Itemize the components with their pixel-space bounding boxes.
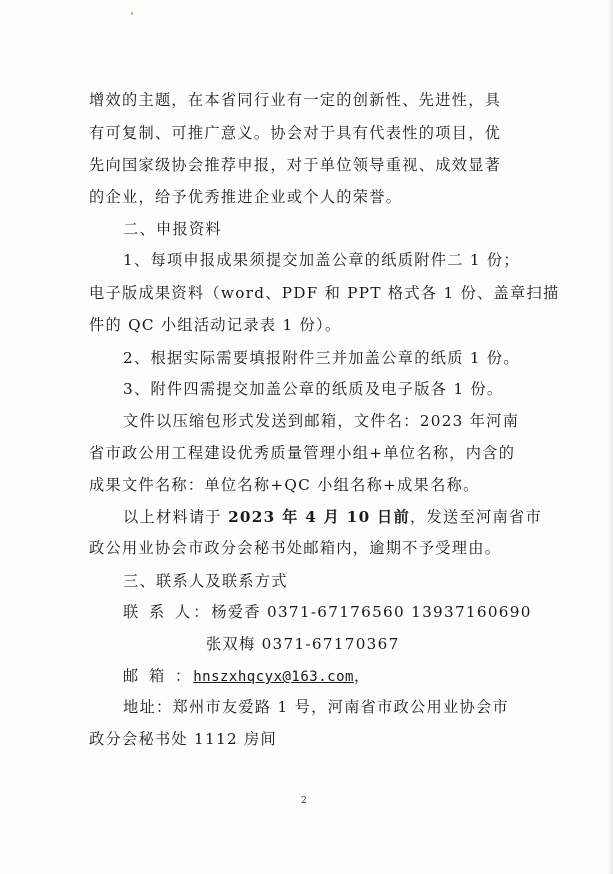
file-para-line-1: 文件以压缩包形式发送到邮箱，文件名：2023 年河南 bbox=[123, 412, 520, 430]
section-3-title: 三、联系人及联系方式 bbox=[123, 572, 288, 590]
item-2: 2、根据实际需要填报附件三并加盖公章的纸质 1 份。 bbox=[123, 349, 520, 367]
contact-person-1: 杨爱香 0371-67176560 13937160690 bbox=[211, 603, 532, 621]
scan-speck bbox=[131, 12, 133, 15]
email-label: 邮 箱 ： bbox=[123, 667, 194, 685]
item-3: 3、附件四需提交加盖公章的纸质及电子版各 1 份。 bbox=[123, 380, 504, 398]
section-2-title: 二、申报资料 bbox=[123, 220, 222, 238]
address-line-1: 地址：郑州市友爱路 1 号，河南省市政公用业协会市 bbox=[123, 698, 509, 716]
deadline-line-2: 政公用业协会市政分会秘书处邮箱内，逾期不予受理由。 bbox=[89, 539, 502, 557]
email-suffix: ， bbox=[353, 667, 371, 685]
para1-line-4: 的企业，给予优秀推进企业或个人的荣誉。 bbox=[89, 188, 403, 206]
page-number: 2 bbox=[301, 796, 307, 806]
para1-line-3: 先向国家级协会推荐申报，对于单位领导重视、成效显著 bbox=[89, 156, 502, 174]
item-1-line-3: 件的 QC 小组活动记录表 1 份）。 bbox=[89, 316, 342, 334]
deadline-text-before: 以上材料请于 bbox=[123, 508, 229, 526]
file-para-line-3: 成果文件名称：单位名称+QC 小组名称+成果名称。 bbox=[89, 476, 480, 494]
deadline-date: 2023 年 4 月 10 日前 bbox=[228, 508, 411, 526]
email-link[interactable]: hnszxhqcyx@163.com bbox=[193, 669, 354, 685]
contact-person-2: 张双梅 0371-67170367 bbox=[206, 635, 400, 653]
scan-edge bbox=[607, 0, 613, 874]
item-1-line-1: 1、每项申报成果须提交加盖公章的纸质附件二 1 份； bbox=[123, 251, 520, 269]
file-para-line-2: 省市政公用工程建设优秀质量管理小组+单位名称，内含的 bbox=[89, 444, 516, 462]
deadline-text-after: ，发送至河南省市 bbox=[410, 508, 542, 526]
address-line-2: 政分会秘书处 1112 房间 bbox=[89, 730, 278, 748]
contact-line-1 bbox=[123, 602, 532, 622]
item-1-line-2: 电子版成果资料（word、PDF 和 PPT 格式各 1 份、盖章扫描 bbox=[89, 284, 560, 302]
deadline-line-1 bbox=[123, 507, 542, 527]
para1-line-1: 增效的主题，在本省同行业有一定的创新性、先进性，具 bbox=[89, 91, 502, 109]
contact-label: 联 系 人： bbox=[123, 603, 212, 621]
email-line bbox=[123, 666, 370, 687]
para1-line-2: 有可复制、可推广意义。协会对于具有代表性的项目，优 bbox=[89, 124, 502, 142]
